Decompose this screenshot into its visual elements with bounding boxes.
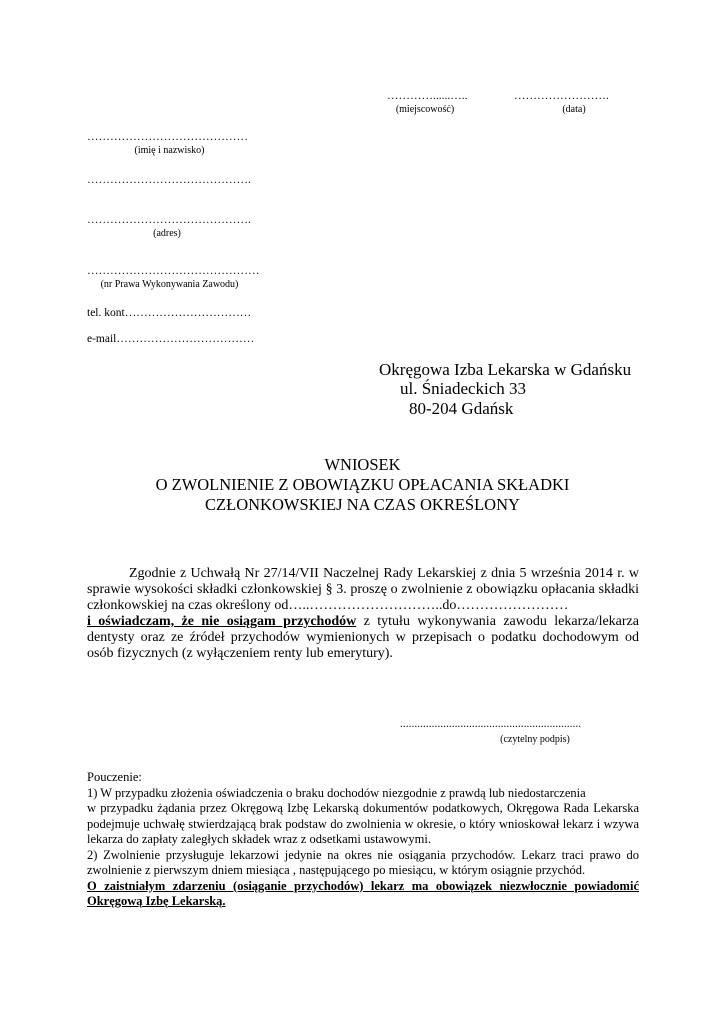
signature-field[interactable]: ............................................................... <box>400 718 582 730</box>
name-field[interactable]: …………………………………… <box>87 131 248 143</box>
request-paragraph: Zgodnie z Uchwałą Nr 27/14/VII Naczelnej Rady Lekarskiej z dnia 5 września 2014 r. w sprawie wysokości składki członkowskiej § 3. proszę o zwolnienie z obowiązku opłacania składki członkowskiej na czas określony od…..………………………..do…………………… <box>87 566 639 613</box>
name-field-line2[interactable]: ……………………………………. <box>87 174 251 186</box>
place-field[interactable]: …………......….. <box>387 90 468 102</box>
instruction-item-1: w przypadku żądania przez Okręgową Izbę Lekarską dokumentów podatkowych, Okręgowa Rada Lekarska podejmuje uchwałę stwierdzającą brak podstaw do zwolnienia w okresie, o który wnioskował lekarz i wzywa lekarza do zapłaty zaległych składek wraz z odsetkami ustawowymi. <box>87 801 639 846</box>
address-field[interactable]: ……………………………………. <box>87 214 251 226</box>
phone-field[interactable]: tel. kont…………………………… <box>87 307 252 319</box>
address-caption: (adres) <box>153 228 181 239</box>
declaration-text: z tytułu wykonywania zawodu lekarza/lekarza dentysty oraz ze źródeł przychodów wymienionych w przepisach o podatku dochodowym od osób fizycznych (z wyłączeniem renty lub emerytury). <box>87 614 639 661</box>
addressee-city: 80-204 Gdańsk <box>409 399 514 418</box>
name-caption: (imię i nazwisko) <box>134 145 205 156</box>
declaration-paragraph <box>87 614 639 662</box>
instructions-heading: Pouczenie: <box>87 770 142 784</box>
instructions-section <box>87 770 639 910</box>
license-number-caption: (nr Prawa Wykonywania Zawodu) <box>100 279 239 290</box>
license-number-field[interactable]: ……………………………………… <box>87 265 260 277</box>
document-title-line3: CZŁONKOWSKIEJ NA CZAS OKREŚLONY <box>205 495 520 514</box>
date-caption: (data) <box>562 104 586 115</box>
signature-caption: (czytelny podpis) <box>500 734 570 745</box>
declaration-emphasis: i oświadczam, że nie osiągam przychodów <box>87 614 357 629</box>
document-title: WNIOSEK <box>324 455 401 474</box>
place-caption: (miejscowość) <box>395 104 455 115</box>
document-title-line2: O ZWOLNIENIE Z OBOWIĄZKU OPŁACANIA SKŁADKI <box>155 475 570 494</box>
request-body <box>87 566 639 662</box>
addressee-street: ul. Śniadeckich 33 <box>400 379 527 398</box>
instruction-item-2: 2) Zwolnienie przysługuje lekarzowi jedynie na okres nie osiągania przychodów. Lekarz traci prawo do zwolnienie z pierwszym dniem miesiąca , następującego po miesiącu, w którym osiągnie przychód. <box>87 847 639 877</box>
email-field[interactable]: e-mail……………………………… <box>87 333 255 345</box>
instruction-item-1-first-line: 1) W przypadku złożenia oświadczenia o braku dochodów niezgodnie z prawdą lub niedostarczenia <box>87 785 586 800</box>
notification-warning: O zaistniałym zdarzeniu (osiąganie przychodów) lekarz ma obowiązek niezwłocznie powiadomić Okręgową Izbę Lekarską. <box>87 878 639 908</box>
addressee-name: Okręgowa Izba Lekarska w Gdańsku <box>379 360 632 379</box>
date-field[interactable]: ……………………. <box>514 90 609 102</box>
